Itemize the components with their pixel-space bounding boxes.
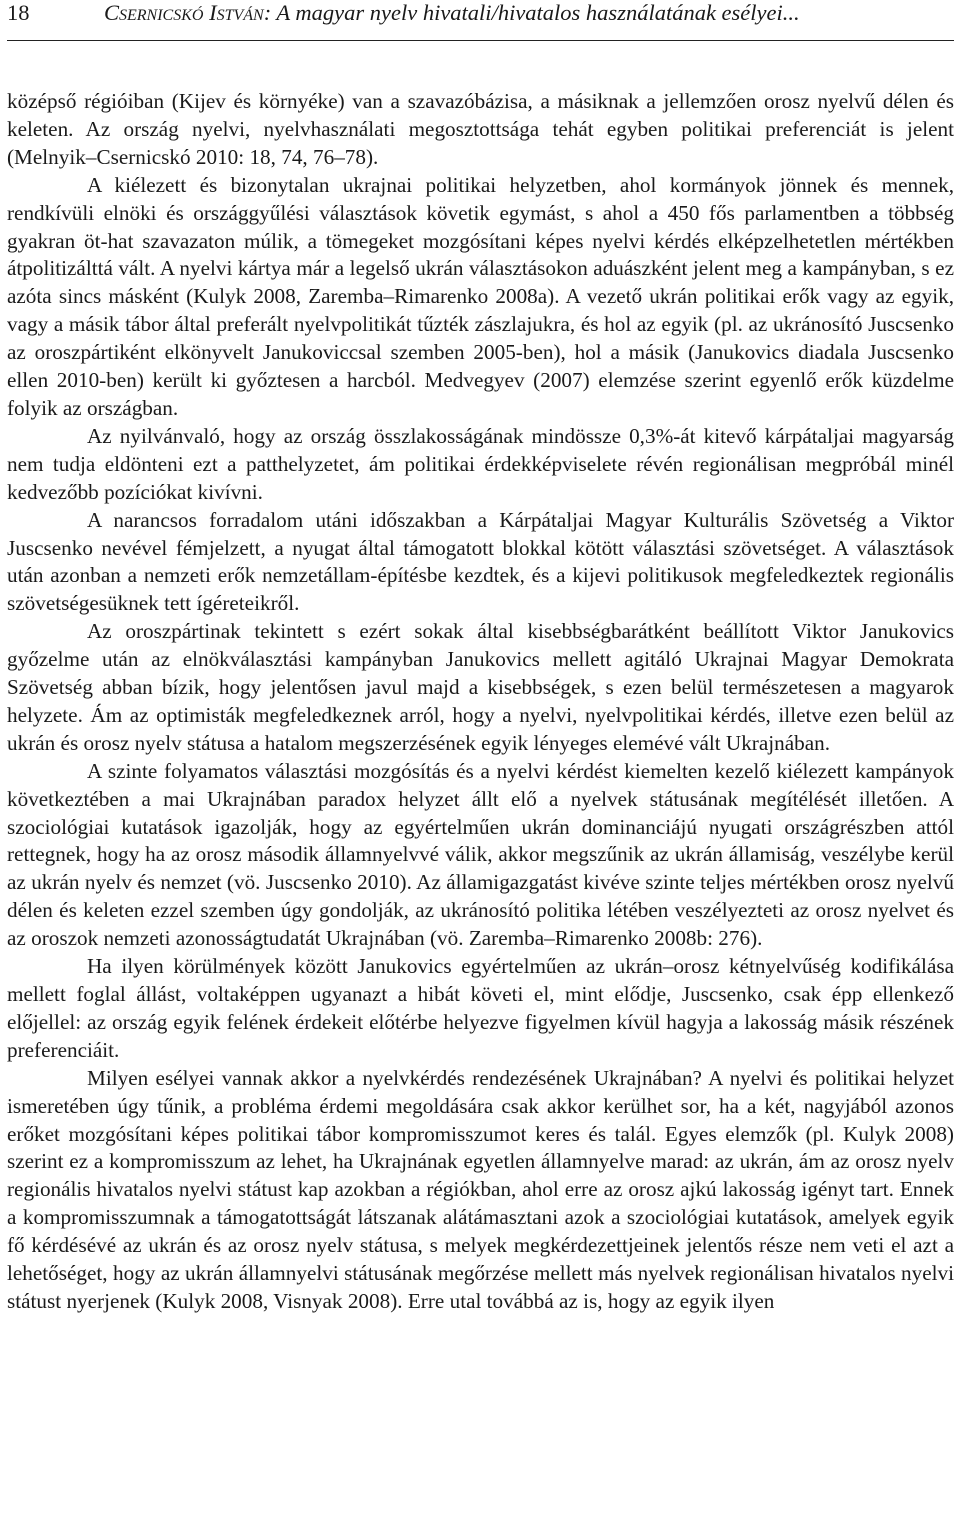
paragraph: Ha ilyen körülmények között Janukovics egyértelműen az ukrán–orosz kétnyelvűség kodifikálása mellett foglal állást, voltaképpen ugyanazt a hibát követi el, mint elődje, Juscsenko, csak épp ellenkező előjellel: az ország egyik felének érdekeit előtérbe helyezve figyelmen kívül hagyja a lakosság másik részének preferenciáit.: [7, 954, 954, 1062]
paragraph: Milyen esélyei vannak akkor a nyelvkérdés rendezésének Ukrajnában? A nyelvi és politikai helyzet ismeretében úgy tűnik, a probléma érdemi megoldására csak akkor kerülhet sor, ha a két, nagyjából azonos erőket mozgósítani képes politikai tábor kompromisszumot keres és talál. Egyes elemzők (pl. Kulyk 2008) szerint ez a kompromisszum az lehet, ha Ukrajnának egyetlen államnyelve marad: az ukrán, ám az orosz nyelv regionális hivatalos nyelvi státust kap azokban a régiókban, ahol erre az orosz ajkú lakosság igényt tart. Ennek a kompromisszumnak a támogatottságát látszanak alátámasztani azok a szociológiai kutatások, amelyek egyik fő kérdésévé az ukrán és az orosz nyelv státusa, s melyek megkérdezettjeinek jelentős része nem veti el azt a lehetőséget, hogy az ukrán államnyelvi státusának megőrzése mellett más nyelvek regionálisan hivatalos nyelvi státust nyerjenek (Kulyk 2008, Visnyak 2008). Erre utal továbbá az is, hogy az egyik ilyen: [7, 1065, 954, 1313]
title-separator: :: [263, 0, 277, 25]
article-title: A magyar nyelv hivatali/hivatalos használatának esélyei...: [276, 0, 800, 25]
page-number: 18: [7, 0, 30, 25]
paragraph: Az nyilvánvaló, hogy az ország összlakosságának mindössze 0,3%-át kitevő kárpátaljai magyarság nem tudja eldönteni ezt a patthelyzetet, ám politikai érdekképviselete révén regionálisan megpróbál minél kedvezőbb pozíciókat kivívni.: [7, 423, 954, 504]
paragraph: A szinte folyamatos választási mozgósítás és a nyelvi kérdést kiemelten kezelő kiélezett kampányok következtében a mai Ukrajnában paradox helyzet állt elő a nyelvek státusának megítélését illetően. A szociológiai kutatások igazolják, hogy az egyértelműen ukrán dominanciájú nyugati országrészben attól rettegnek, hogy ha az orosz második államnyelvvé válik, akkor megszűnik az ukrán államiság, veszélybe kerül az ukrán nyelv és nemzet (vö. Juscsenko 2010). Az államigazgatást kivéve szinte teljes mértékben orosz nyelvű délen és keleten ezzel szemben úgy gondolják, az ukránosító politika létében veszélyezteti az orosz nyelvet és az oroszok nemzeti azonosságtudatát Ukrajnában (vö. Zaremba–Rimarenko 2008b: 276).: [7, 758, 954, 951]
running-title: [104, 0, 800, 26]
paragraph: A kiélezett és bizonytalan ukrajnai politikai helyzetben, ahol kormányok jönnek és mennek, rendkívüli elnöki és országgyűlési választások követik egymást, s ahol a 450 fős parlamentben a többség gyakran öt-hat szavazaton múlik, a tömegeket mozgósítani képes nyelvi kérdés elképzelhetetlen mértékben átpolitizálttá vált. A nyelvi kártya már a legelső ukrán választásokon aduászként jelent meg a kampányban, s ez azóta sincs másként (Kulyk 2008, Zaremba–Rimarenko 2008a). A vezető ukrán politikai erők vagy az egyik, vagy a másik tábor által preferált nyelvpolitikát tűzték zászlajukra, és hol az egyik (pl. az ukránosító Juscsenko az oroszpártiként elkönyvelt Janukoviccsal szemben 2005-ben), hol a másik (Janukovics diadala Juscsenko ellen 2010-ben) került ki győztesen a harcból. Medvegyev (2007) elemzése szerint egyenlő erők küzdelme folyik az országban.: [7, 172, 954, 420]
running-header: [7, 0, 954, 41]
paragraph: Az oroszpártinak tekintett s ezért sokak által kisebbségbarátként beállított Viktor Janukovics győzelme után az elnökválasztási kampányban Janukovics mellett agitáló Ukrajnai Magyar Demokrata Szövetség abban bízik, hogy jelentősen javul majd a kisebbségek, s ezen belül természetesen a magyarok helyzete. Ám az optimisták megfeledkeznek arról, hogy a nyelvi, nyelvpolitikai kérdés, illetve ezen belül az ukrán és orosz nyelv státusa a hatalom megszerzésének egyik lényeges elemévé vált Ukrajnában.: [7, 619, 954, 755]
paragraph: középső régióiban (Kijev és környéke) van a szavazóbázisa, a másiknak a jellemzően orosz nyelvű délen és keleten. Az ország nyelvi, nyelvhasználati megosztottsága tehát egyben politikai preferenciát is jelent (Melnyik–Csernicskó 2010: 18, 74, 76–78).: [7, 89, 954, 169]
author-name: Csernicskó István: [104, 0, 264, 25]
body-text: [7, 88, 954, 1316]
paragraph: A narancsos forradalom utáni időszakban a Kárpátaljai Magyar Kulturális Szövetség a Viktor Juscsenko nevével fémjelzett, a nyugat által támogatott blokkal kötött választási szövetséget. A választások után azonban a nemzeti erők nemzetállam-építésbe kezdtek, és a kijevi politikusok megfeledkeztek regionális szövetségesüknek tett ígéreteikről.: [7, 507, 954, 616]
